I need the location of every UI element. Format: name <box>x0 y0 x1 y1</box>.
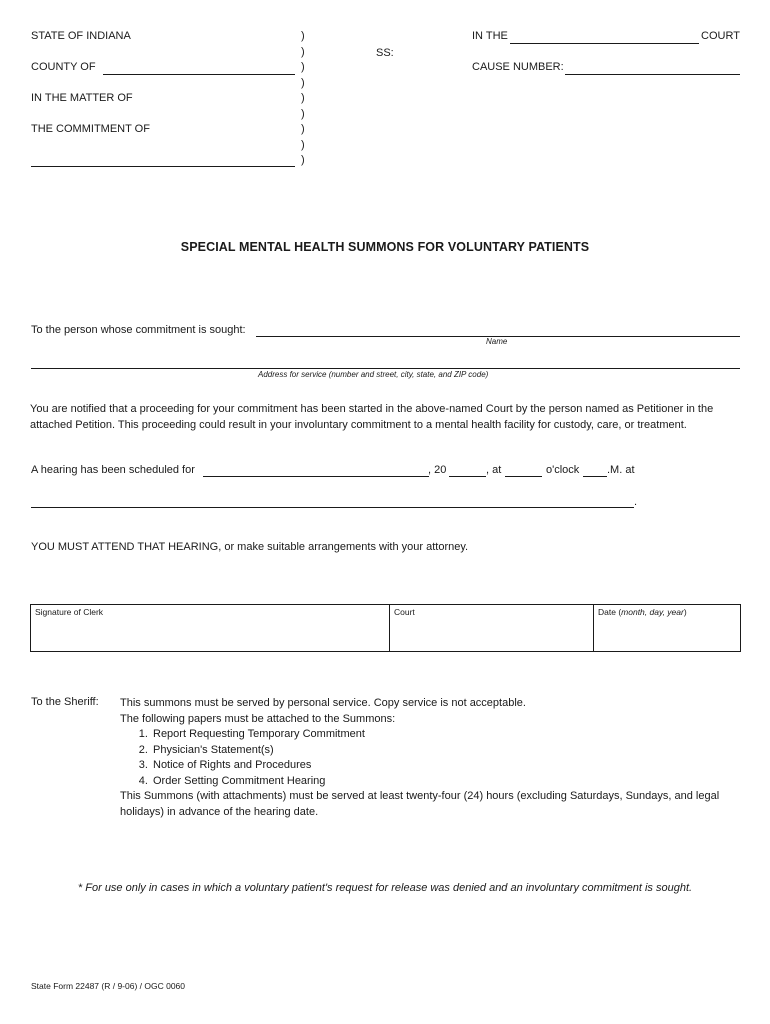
caption-paren: ) <box>301 92 305 104</box>
address-caption: Address for service (number and street, city, state, and ZIP code) <box>258 370 489 379</box>
commitment-label: THE COMMITMENT OF <box>31 123 150 135</box>
signature-table <box>30 604 741 652</box>
date-label-suffix: ) <box>683 607 687 617</box>
notice-paragraph: You are notified that a proceeding for your commitment has been started in the above-named Court by the person named as Petitioner in the attached Petition. This proceeding could result in your involuntary commitment to a mental health facility for custody, care, or treatment. <box>30 403 714 431</box>
service-requirement: This summons must be served by personal service. Copy service is not acceptable. <box>120 697 526 709</box>
court-name-field[interactable] <box>510 43 699 44</box>
hearing-year-prefix: , 20 <box>428 464 447 476</box>
caption-paren: ) <box>301 154 305 166</box>
meridiem-field[interactable] <box>583 476 607 477</box>
county-field[interactable] <box>103 74 295 75</box>
list-item: 3. Notice of Rights and Procedures <box>151 758 745 774</box>
hearing-date-field[interactable] <box>203 476 429 477</box>
oclock-label: o'clock <box>546 464 580 476</box>
state-label: STATE OF INDIANA <box>31 30 131 42</box>
hearing-location-field[interactable] <box>31 507 634 508</box>
form-id: State Form 22487 (R / 9-06) / OGC 0060 <box>31 981 186 991</box>
caption-paren: ) <box>301 108 305 120</box>
court-cell-label: Court <box>394 607 415 617</box>
clerk-signature-cell[interactable] <box>31 605 390 652</box>
attend-notice: YOU MUST ATTEND THAT HEARING, or make suitable arrangements with your attorney. <box>31 541 469 553</box>
caption-paren: ) <box>301 77 305 89</box>
court-label: COURT <box>701 30 740 42</box>
cause-number-label: CAUSE NUMBER: <box>472 61 564 73</box>
caption-paren: ) <box>301 139 305 151</box>
county-label: COUNTY OF <box>31 61 96 73</box>
caption-paren: ) <box>301 61 305 73</box>
service-deadline: This Summons (with attachments) must be served at least twenty-four (24) hours (excluding Saturdays, Sundays, and legal holidays) in advance of the hearing date. <box>120 790 720 818</box>
hearing-label: A hearing has been scheduled for <box>31 464 195 476</box>
date-label-format: month, day, year <box>621 607 684 617</box>
sheriff-label: To the Sheriff: <box>31 696 99 708</box>
list-item: 1. Report Requesting Temporary Commitment <box>151 727 745 743</box>
clerk-signature-label: Signature of Clerk <box>35 607 104 617</box>
attachments-intro: The following papers must be attached to the Summons: <box>120 712 396 725</box>
hearing-year-field[interactable] <box>449 476 486 477</box>
list-item: 4. Order Setting Commitment Hearing <box>151 774 745 790</box>
meridiem-label: .M. at <box>607 464 635 476</box>
in-the-label: IN THE <box>472 30 508 42</box>
hearing-end-period: . <box>634 496 638 508</box>
date-label-prefix: Date ( <box>598 607 622 617</box>
caption-paren: ) <box>301 123 305 135</box>
name-caption: Name <box>486 337 508 346</box>
list-item: 2. Physician's Statement(s) <box>151 743 745 759</box>
respondent-name-field[interactable] <box>31 166 295 167</box>
sheriff-instructions <box>120 696 745 820</box>
form-title: SPECIAL MENTAL HEALTH SUMMONS FOR VOLUNTARY PATIENTS <box>180 240 590 254</box>
footnote: * For use only in cases in which a voluntary patient's request for release was denied and an involuntary commitment is sought. <box>77 882 693 894</box>
caption-paren: ) <box>301 46 305 58</box>
caption-paren: ) <box>301 30 305 42</box>
hearing-time-field[interactable] <box>505 476 542 477</box>
recipient-label: To the person whose commitment is sought: <box>31 324 246 336</box>
court-cell[interactable] <box>390 605 594 652</box>
matter-label: IN THE MATTER OF <box>31 92 133 104</box>
attachments-list <box>120 727 745 789</box>
hearing-at-label: , at <box>486 464 502 476</box>
ss-label: SS: <box>376 47 394 59</box>
address-field[interactable] <box>31 368 740 369</box>
cause-number-field[interactable] <box>565 74 740 75</box>
date-cell[interactable] <box>594 605 741 652</box>
